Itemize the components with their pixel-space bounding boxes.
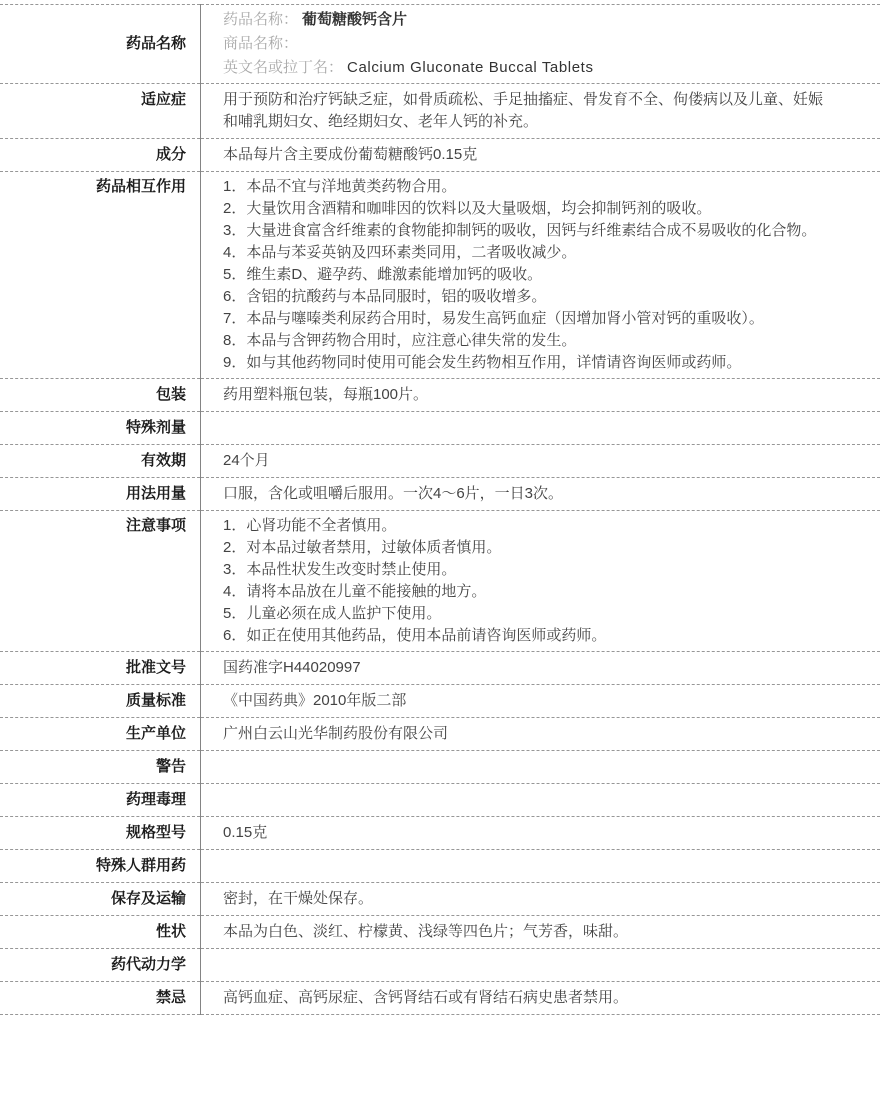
row-value <box>201 379 880 412</box>
row-value <box>201 949 880 982</box>
value-line: 5．维生素D、避孕药、雌激素能增加钙的吸收。 <box>223 266 543 283</box>
row-value <box>201 172 880 379</box>
table-row <box>0 84 880 139</box>
row-value <box>201 478 880 511</box>
row-label: 适应症 <box>0 84 201 139</box>
table-row <box>0 652 880 685</box>
table-row <box>0 718 880 751</box>
row-label: 药品相互作用 <box>0 172 201 379</box>
row-label: 包装 <box>0 379 201 412</box>
row-value <box>201 652 880 685</box>
table-row <box>0 478 880 511</box>
value-line: 24个月 <box>223 452 270 469</box>
field-value: Calcium Gluconate Buccal Tablets <box>347 59 594 76</box>
row-label: 成分 <box>0 139 201 172</box>
row-value <box>201 84 880 139</box>
value-line: 口服，含化或咀嚼后服用。一次4～6片，一日3次。 <box>223 485 564 502</box>
value-line: 1．本品不宜与洋地黄类药物合用。 <box>223 178 457 195</box>
value-line: 6．如正在使用其他药品，使用本品前请咨询医师或药师。 <box>223 627 607 644</box>
row-label: 注意事项 <box>0 511 201 652</box>
row-label: 用法用量 <box>0 478 201 511</box>
row-label: 药代动力学 <box>0 949 201 982</box>
row-value <box>201 139 880 172</box>
table-row <box>0 817 880 850</box>
value-line: 8．本品与含钾药物合用时，应注意心律失常的发生。 <box>223 332 577 349</box>
table-row <box>0 172 880 379</box>
value-line: 6．含铝的抗酸药与本品同服时，铝的吸收增多。 <box>223 288 547 305</box>
value-line: 4．请将本品放在儿童不能接触的地方。 <box>223 583 487 600</box>
name-field-line <box>223 56 834 80</box>
value-line: 0.15克 <box>223 824 268 841</box>
table-row <box>0 445 880 478</box>
field-key: 药品名称： <box>223 11 299 28</box>
table-row <box>0 685 880 718</box>
row-value <box>201 511 880 652</box>
table-row <box>0 511 880 652</box>
row-value <box>201 685 880 718</box>
field-key: 英文名或拉丁名： <box>223 59 344 76</box>
row-label: 特殊人群用药 <box>0 850 201 883</box>
row-value <box>201 883 880 916</box>
value-line: 本品每片含主要成份葡萄糖酸钙0.15克 <box>223 146 478 163</box>
field-value: 葡萄糖酸钙含片 <box>302 11 408 28</box>
value-line: 用于预防和治疗钙缺乏症，如骨质疏松、手足抽搐症、骨发育不全、佝偻病以及儿童、妊娠和哺乳期妇女、绝经期妇女、老年人钙的补充。 <box>223 91 824 130</box>
value-line: 7．本品与噻嗪类利尿药合用时，易发生高钙血症（因增加肾小管对钙的重吸收）。 <box>223 310 764 327</box>
table-row <box>0 883 880 916</box>
table-row <box>0 784 880 817</box>
row-value <box>201 982 880 1015</box>
value-line: 2．对本品过敏者禁用，过敏体质者慎用。 <box>223 539 502 556</box>
value-line: 国药准字H44020997 <box>223 659 361 676</box>
value-line: 本品为白色、淡红、柠檬黄、浅绿等四色片；气芳香，味甜。 <box>223 923 629 940</box>
row-label: 性状 <box>0 916 201 949</box>
value-line: 1．心肾功能不全者慎用。 <box>223 517 397 534</box>
row-label: 生产单位 <box>0 718 201 751</box>
drug-info-table <box>0 4 880 1015</box>
drug-info-page <box>0 4 880 1110</box>
row-value <box>201 784 880 817</box>
table-row <box>0 379 880 412</box>
row-value <box>201 445 880 478</box>
row-label: 特殊剂量 <box>0 412 201 445</box>
row-value <box>201 850 880 883</box>
row-label: 质量标准 <box>0 685 201 718</box>
row-label: 保存及运输 <box>0 883 201 916</box>
table-row <box>0 5 880 84</box>
value-line: 9．如与其他药物同时使用可能会发生药物相互作用，详情请咨询医师或药师。 <box>223 354 742 371</box>
table-row <box>0 139 880 172</box>
value-line: 3．大量进食富含纤维素的食物能抑制钙的吸收，因钙与纤维素结合成不易吸收的化合物。 <box>223 222 817 239</box>
drug-info-table-body <box>0 5 880 1015</box>
row-value <box>201 718 880 751</box>
name-field-line <box>223 8 834 32</box>
value-line: 密封，在干燥处保存。 <box>223 890 374 907</box>
name-field-line <box>223 32 834 56</box>
value-line: 高钙血症、高钙尿症、含钙肾结石或有肾结石病史患者禁用。 <box>223 989 629 1006</box>
value-line: 药用塑料瓶包装，每瓶100片。 <box>223 386 429 403</box>
row-value <box>201 817 880 850</box>
value-line: 5．儿童必须在成人监护下使用。 <box>223 605 442 622</box>
table-row <box>0 949 880 982</box>
row-value <box>201 916 880 949</box>
value-line: 广州白云山光华制药股份有限公司 <box>223 725 449 742</box>
field-key: 商品名称： <box>223 35 299 52</box>
row-label: 禁忌 <box>0 982 201 1015</box>
row-label: 规格型号 <box>0 817 201 850</box>
row-label: 药品名称 <box>0 5 201 84</box>
value-line: 3．本品性状发生改变时禁止使用。 <box>223 561 457 578</box>
value-line: 4．本品与苯妥英钠及四环素类同用，二者吸收减少。 <box>223 244 577 261</box>
table-row <box>0 982 880 1015</box>
value-line: 2．大量饮用含酒精和咖啡因的饮料以及大量吸烟，均会抑制钙剂的吸收。 <box>223 200 712 217</box>
row-label: 药理毒理 <box>0 784 201 817</box>
table-row <box>0 412 880 445</box>
row-value <box>201 5 880 84</box>
row-label: 有效期 <box>0 445 201 478</box>
row-value <box>201 412 880 445</box>
table-row <box>0 751 880 784</box>
value-line: 《中国药典》2010年版二部 <box>223 692 407 709</box>
table-row <box>0 850 880 883</box>
row-label: 批准文号 <box>0 652 201 685</box>
table-row <box>0 916 880 949</box>
row-label: 警告 <box>0 751 201 784</box>
row-value <box>201 751 880 784</box>
